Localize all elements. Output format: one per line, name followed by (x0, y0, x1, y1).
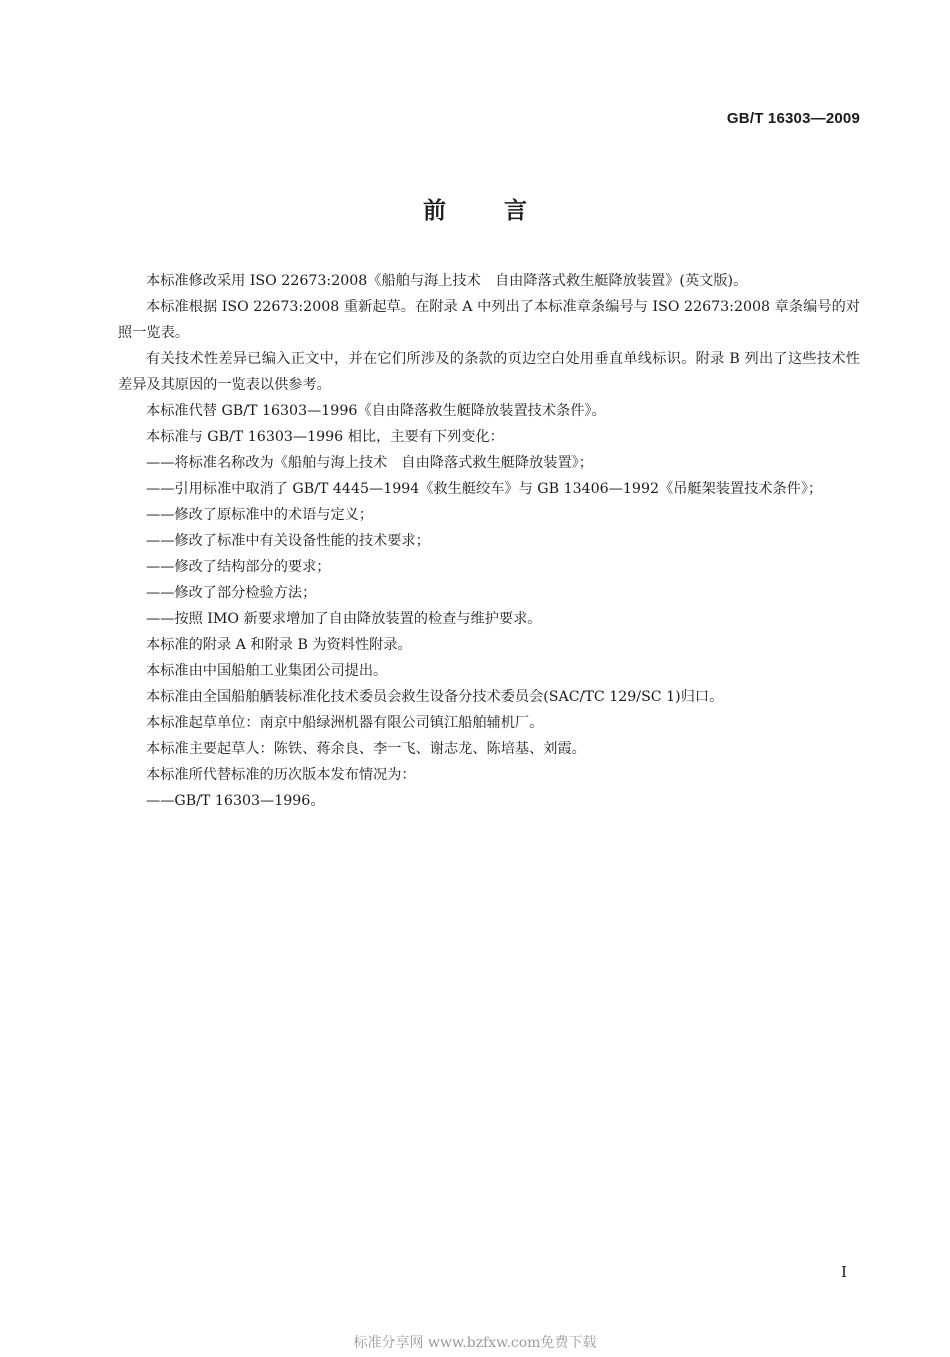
list-item: ——按照 IMO 新要求增加了自由降放装置的检查与维护要求。 (146, 611, 542, 627)
list-item: ——引用标准中取消了 GB/T 4445—1994《救生艇绞车》与 GB 13406—1992《吊艇架装置技术条件》； (146, 481, 823, 497)
list-item: ——修改了结构部分的要求； (146, 559, 331, 575)
list-item: ——GB/T 16303—1996。 (146, 793, 325, 809)
paragraph: 本标准修改采用 ISO 22673:2008《船舶与海上技术 自由降落式救生艇降放装置》(英文版)。 (146, 273, 748, 289)
list-item: ——修改了原标准中的术语与定义； (146, 507, 374, 523)
changes-list (118, 450, 860, 632)
foreword-body (118, 268, 860, 814)
paragraph: 本标准起草单位：南京中船绿洲机器有限公司镇江船舶辅机厂。 (146, 715, 544, 731)
paragraph: 本标准代替 GB/T 16303—1996《自由降落救生艇降放装置技术条件》。 (146, 403, 606, 419)
paragraph: 有关技术性差异已编入正文中，并在它们所涉及的条款的页边空白处用垂直单线标识。附录 B 列出了这些技术性差异及其原因的一览表以供参考。 (118, 351, 860, 393)
paragraph: 本标准与 GB/T 16303—1996 相比，主要有下列变化： (146, 429, 504, 445)
paragraph: 本标准主要起草人：陈铁、蒋余良、李一飞、谢志龙、陈培基、刘霞。 (146, 741, 586, 757)
watermark-text: 标准分享网 www.bzfxw.com免费下载 (353, 1335, 597, 1351)
history-list (118, 788, 860, 814)
page-title: 前言 (423, 198, 585, 224)
list-item: ——修改了标准中有关设备性能的技术要求； (146, 533, 430, 549)
paragraph: 本标准的附录 A 和附录 B 为资料性附录。 (146, 637, 412, 653)
page-number: I (841, 1263, 847, 1281)
paragraph: 本标准所代替标准的历次版本发布情况为： (146, 767, 416, 783)
standard-code: GB/T 16303—2009 (726, 110, 860, 127)
paragraph: 本标准根据 ISO 22673:2008 重新起草。在附录 A 中列出了本标准章条编号与 ISO 22673:2008 章条编号的对照一览表。 (118, 299, 860, 341)
list-item: ——将标准名称改为《船舶与海上技术 自由降落式救生艇降放装置》； (146, 455, 593, 471)
paragraph: 本标准由中国船舶工业集团公司提出。 (146, 663, 388, 679)
paragraph: 本标准由全国船舶舾装标准化技术委员会救生设备分技术委员会(SAC/TC 129/SC 1)归口。 (146, 689, 724, 705)
list-item: ——修改了部分检验方法； (146, 585, 317, 601)
